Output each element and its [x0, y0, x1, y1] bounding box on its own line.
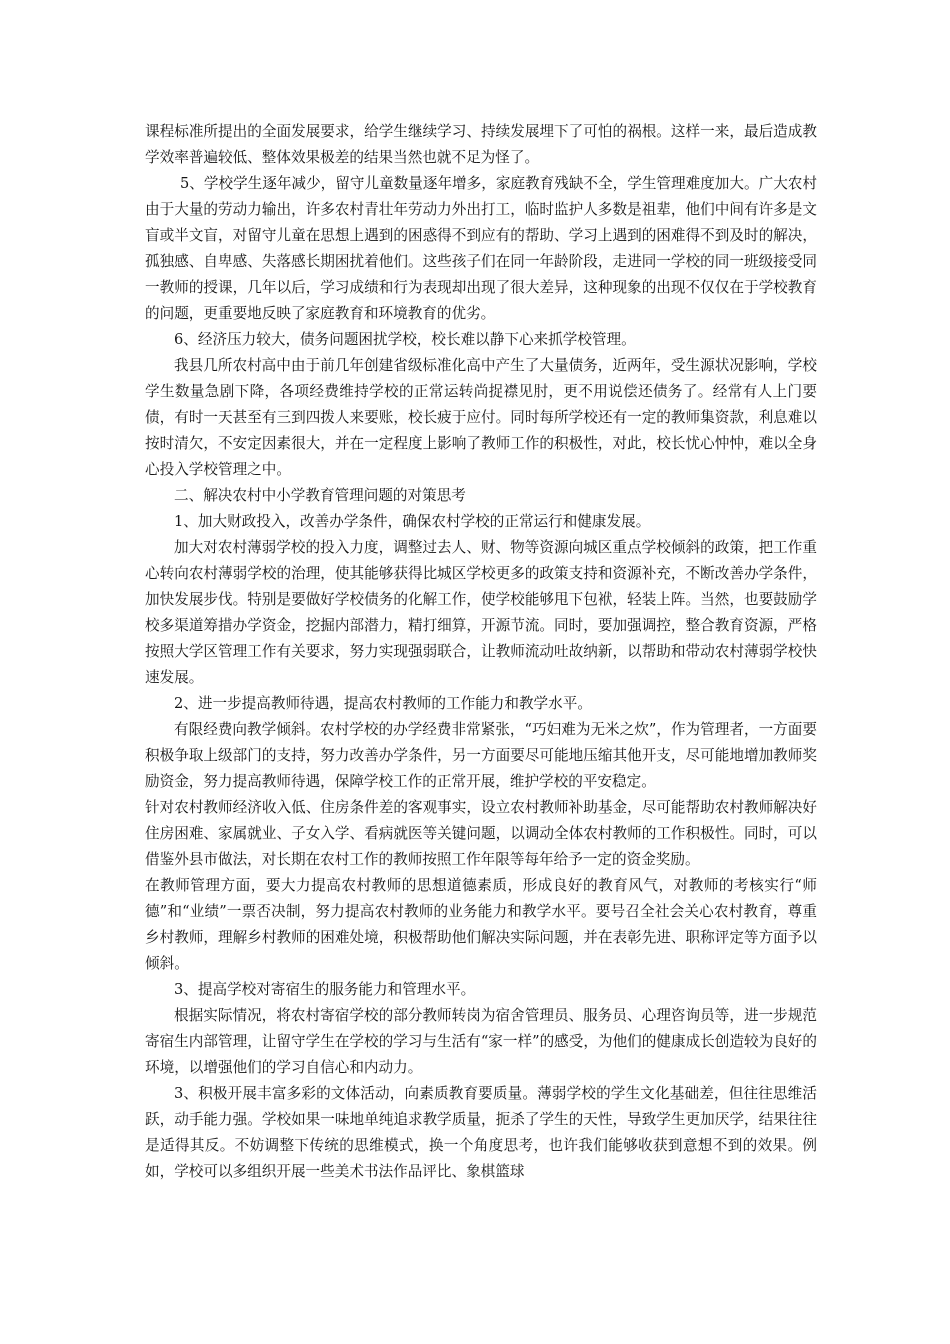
- paragraph-measure-2-subsidy: 针对农村教师经济收入低、住房条件差的客观事实，设立农村教师补助基金，尽可能帮助农村教师解决好住房困难、家属就业、子女入学、看病就医等关键问题，以调动全体农村教师的工作积极性。同时，可以借鉴外县市做法，对长期在农村工作的教师按照工作年限等每年给予一定的资金奖励。: [145, 799, 817, 868]
- paragraph-continuation: 课程标准所提出的全面发展要求，给学生继续学习、持续发展埋下了可怕的祸根。这样一来，最后造成教学效率普遍较低、整体效果极差的结果当然也就不足为怪了。: [145, 123, 817, 166]
- paragraph-measure-2-management: 在教师管理方面，要大力提高农村教师的思想道德素质，形成良好的教育风气，对教师的考核实行“师德”和“业绩”一票否决制，努力提高农村教师的业务能力和教学水平。要号召全社会关心农村教育，尊重乡村教师，理解乡村教师的困难处境，积极帮助他们解决实际问题，并在表彰先进、职称评定等方面予以倾斜。: [145, 877, 817, 972]
- paragraph-measure-1-body: 加大对农村薄弱学校的投入力度，调整过去人、财、物等资源向城区重点学校倾斜的政策，把工作重心转向农村薄弱学校的治理，使其能够获得比城区学校更多的政策支持和资源补充，不断改善办学条件，加快发展步伐。特别是要做好学校债务的化解工作，使学校能够甩下包袱，轻装上阵。当然，也要鼓励学校多渠道筹措办学资金，挖掘内部潜力，精打细算，开源节流。同时，要加强调控，整合教育资源，严格按照大学区管理工作有关要求，努力实现强弱联合，让教师流动吐故纳新，以帮助和带动农村薄弱学校快速发展。: [145, 539, 817, 686]
- paragraph-point-5: 5、学校学生逐年减少，留守儿童数量逐年增多，家庭教育残缺不全，学生管理难度加大。广大农村由于大量的劳动力输出，许多农村青壮年劳动力外出打工，临时监护人多数是祖辈，他们中间有许多是文盲或半文盲，对留守儿童在思想上遇到的困惑得不到应有的帮助、学习上遇到的困难得不到及时的解决，孤独感、自卑感、失落感长期困扰着他们。这些孩子们在同一年龄阶段，走进同一学校的同一班级接受同一教师的授课，几年以后，学习成绩和行为表现却出现了很大差异，这种现象的出现不仅仅在于学校教育的问题，更重要地反映了家庭教育和环境教育的优劣。: [145, 175, 817, 322]
- document-body: [145, 119, 817, 1185]
- paragraph-debt-problem: 我县几所农村高中由于前几年创建省级标准化高中产生了大量债务，近两年，受生源状况影响，学校学生数量急剧下降，各项经费维持学校的正常运转尚捉襟见肘，更不用说偿还债务了。经常有人上门要债，有时一天甚至有三到四拨人来要账，校长疲于应付。同时每所学校还有一定的教师集资款，利息难以按时清欠，不安定因素很大，并在一定程度上影响了教师工作的积极性，对此，校长忧心忡忡，难以全身心投入学校管理之中。: [145, 357, 817, 478]
- paragraph-measure-3-heading: 3、提高学校对寄宿生的服务能力和管理水平。: [174, 981, 476, 998]
- section-heading-countermeasures: 二、解决农村中小学教育管理问题的对策思考: [174, 487, 466, 504]
- paragraph-measure-2-heading: 2、进一步提高教师待遇，提高农村教师的工作能力和教学水平。: [174, 695, 592, 712]
- paragraph-measure-3-body: 根据实际情况，将农村寄宿学校的部分教师转岗为宿舍管理员、服务员、心理咨询员等，进一步规范寄宿生内部管理，让留守学生在学校的学习与生活有“家一样”的感受，为他们的健康成长创造较为良好的环境，以增强他们的学习自信心和内动力。: [145, 1007, 817, 1076]
- paragraph-measure-3b-activities: 3、积极开展丰富多彩的文体活动，向素质教育要质量。薄弱学校的学生文化基础差，但往往思维活跃，动手能力强。学校如果一味地单纯追求教学质量，扼杀了学生的天性，导致学生更加厌学，结果往往是适得其反。不妨调整下传统的思维模式，换一个角度思考，也许我们能够收获到意想不到的效果。例如，学校可以多组织开展一些美术书法作品评比、象棋篮球: [145, 1085, 817, 1180]
- paragraph-point-6-heading: 6、经济压力较大，债务问题困扰学校，校长难以静下心来抓学校管理。: [174, 331, 636, 348]
- paragraph-measure-1-heading: 1、加大财政投入，改善办学条件，确保农村学校的正常运行和健康发展。: [174, 513, 651, 530]
- paragraph-measure-2-funding: 有限经费向教学倾斜。农村学校的办学经费非常紧张，“巧妇难为无米之炊”，作为管理者，一方面要积极争取上级部门的支持，努力改善办学条件，另一方面要尽可能地压缩其他开支，尽可能地增加教师奖励资金，努力提高教师待遇，保障学校工作的正常开展，维护学校的平安稳定。: [145, 721, 817, 790]
